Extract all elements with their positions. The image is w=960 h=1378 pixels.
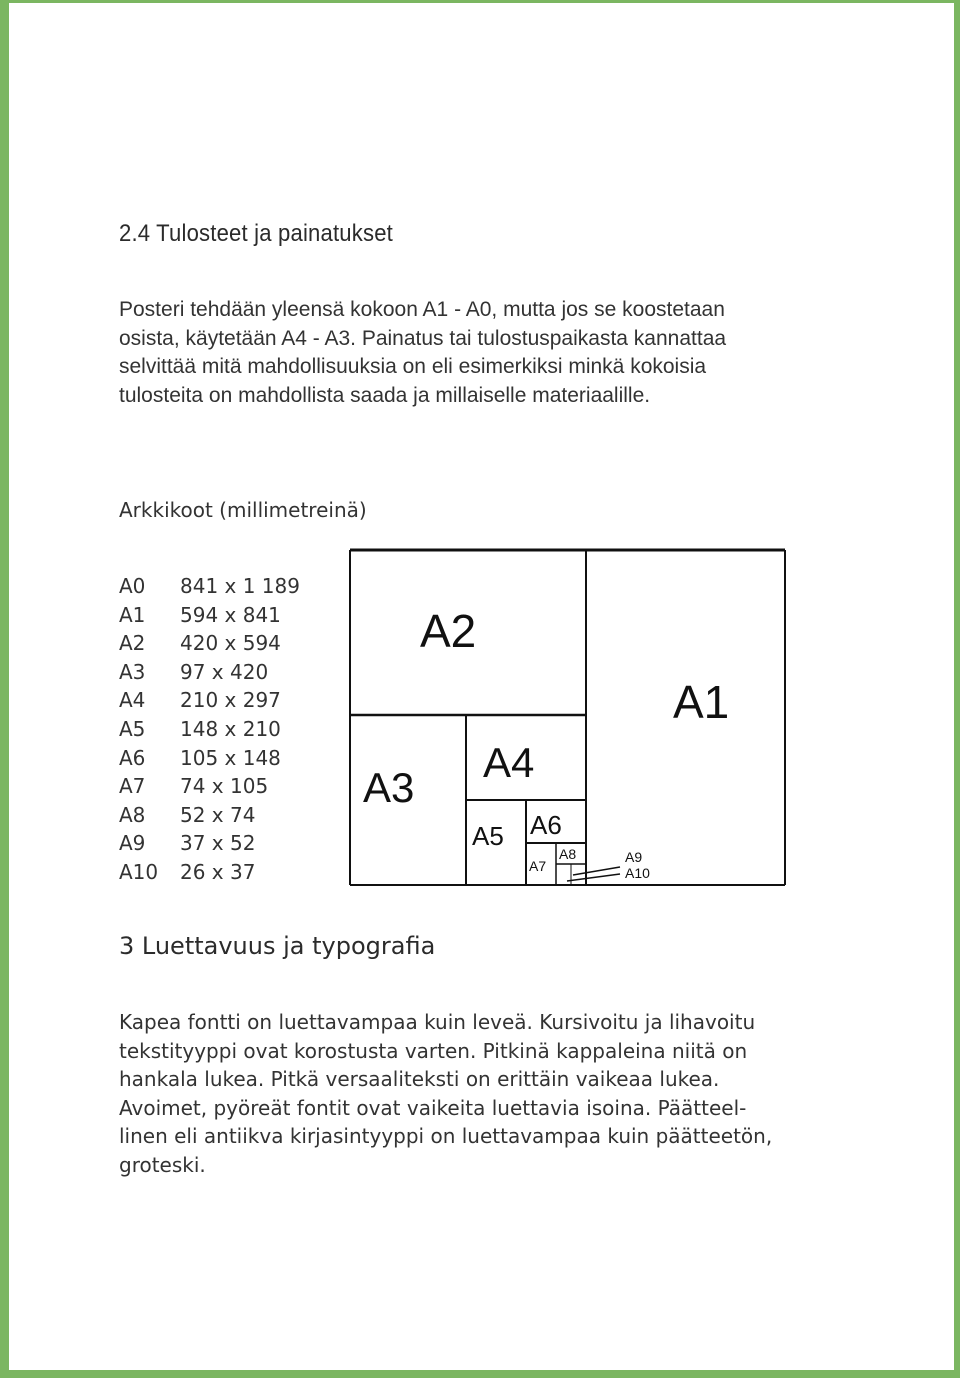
body-line: linen eli antiikva kirjasintyyppi on luettavampaa kuin päätteetön, — [119, 1124, 773, 1149]
size-dims: 210 x 297 — [180, 688, 281, 713]
intro-line: Posteri tehdään yleensä kokoon A1 - A0, mutta jos se koostetaan — [119, 298, 725, 321]
size-row — [119, 686, 300, 715]
size-row — [119, 572, 300, 601]
size-row — [119, 858, 300, 887]
body-paragraph — [119, 1008, 839, 1180]
size-dims: 420 x 594 — [180, 631, 281, 656]
size-name: A8 — [119, 802, 146, 827]
size-dims: 594 x 841 — [180, 602, 281, 627]
body-line: Avoimet, pyöreät fontit ovat vaikeita luettavia isoina. Päätteel- — [119, 1095, 747, 1120]
size-dims: 841 x 1 189 — [180, 574, 300, 598]
sizes-title: Arkkikoot (millimetreinä) — [119, 498, 367, 522]
size-name: A4 — [119, 688, 146, 713]
size-row — [119, 772, 300, 801]
intro-line: selvittää mitä mahdollisuuksia on eli esimerkiksi minkä kokoisia — [119, 355, 707, 378]
size-name: A6 — [119, 745, 146, 770]
paper-size-diagram — [345, 547, 790, 887]
size-dims: 97 x 420 — [180, 659, 269, 684]
size-dims: 37 x 52 — [180, 831, 256, 856]
a8-label: A8 — [559, 846, 577, 862]
size-name: A5 — [119, 716, 146, 741]
intro-line: tulosteita on mahdollista saada ja millaiselle materiaalille. — [119, 383, 651, 407]
size-dims: 26 x 37 — [180, 859, 256, 884]
body-line: groteski. — [119, 1152, 206, 1177]
size-name: A9 — [119, 831, 146, 856]
size-row — [119, 829, 300, 858]
size-dims: 105 x 148 — [180, 745, 281, 770]
size-name: A0 — [119, 574, 146, 598]
intro-paragraph — [119, 296, 839, 410]
section-heading-2-4: 2.4 Tulosteet ja painatukset — [119, 220, 393, 247]
size-dims: 52 x 74 — [180, 802, 256, 827]
body-line: Kapea fontti on luettavampaa kuin leveä. Kursivoitu ja lihavoitu — [119, 1010, 756, 1034]
paper-sizes-table — [119, 572, 300, 887]
a7-label: A7 — [529, 858, 547, 874]
a2-label: A2 — [420, 605, 477, 657]
size-name: A7 — [119, 774, 146, 799]
body-line: tekstityyppi ovat korostusta varten. Pitkinä kappaleina niitä on — [119, 1038, 748, 1063]
a4-label: A4 — [483, 739, 535, 786]
size-row — [119, 601, 300, 630]
body-line: hankala lukea. Pitkä versaaliteksti on erittäin vaikeaa lukea. — [119, 1067, 720, 1092]
size-dims: 74 x 105 — [180, 774, 269, 799]
a9-label: A9 — [625, 849, 643, 865]
size-row — [119, 801, 300, 830]
a1-label: A1 — [673, 676, 730, 728]
size-name: A2 — [119, 631, 146, 656]
size-row — [119, 629, 300, 658]
a6-label: A6 — [530, 810, 562, 840]
a5-label: A5 — [472, 821, 504, 851]
size-dims: 148 x 210 — [180, 716, 281, 741]
size-row — [119, 715, 300, 744]
size-row — [119, 744, 300, 773]
a10-label: A10 — [625, 865, 650, 881]
section-heading-3: 3 Luettavuus ja typografia — [119, 932, 436, 960]
intro-line: osista, käytetään A4 - A3. Painatus tai tulostuspaikasta kannattaa — [119, 326, 727, 350]
size-name: A1 — [119, 602, 146, 627]
a3-label: A3 — [363, 764, 415, 811]
size-name: A3 — [119, 659, 146, 684]
a9-pointer-line — [573, 867, 620, 875]
size-name: A10 — [119, 859, 159, 884]
size-row — [119, 658, 300, 687]
